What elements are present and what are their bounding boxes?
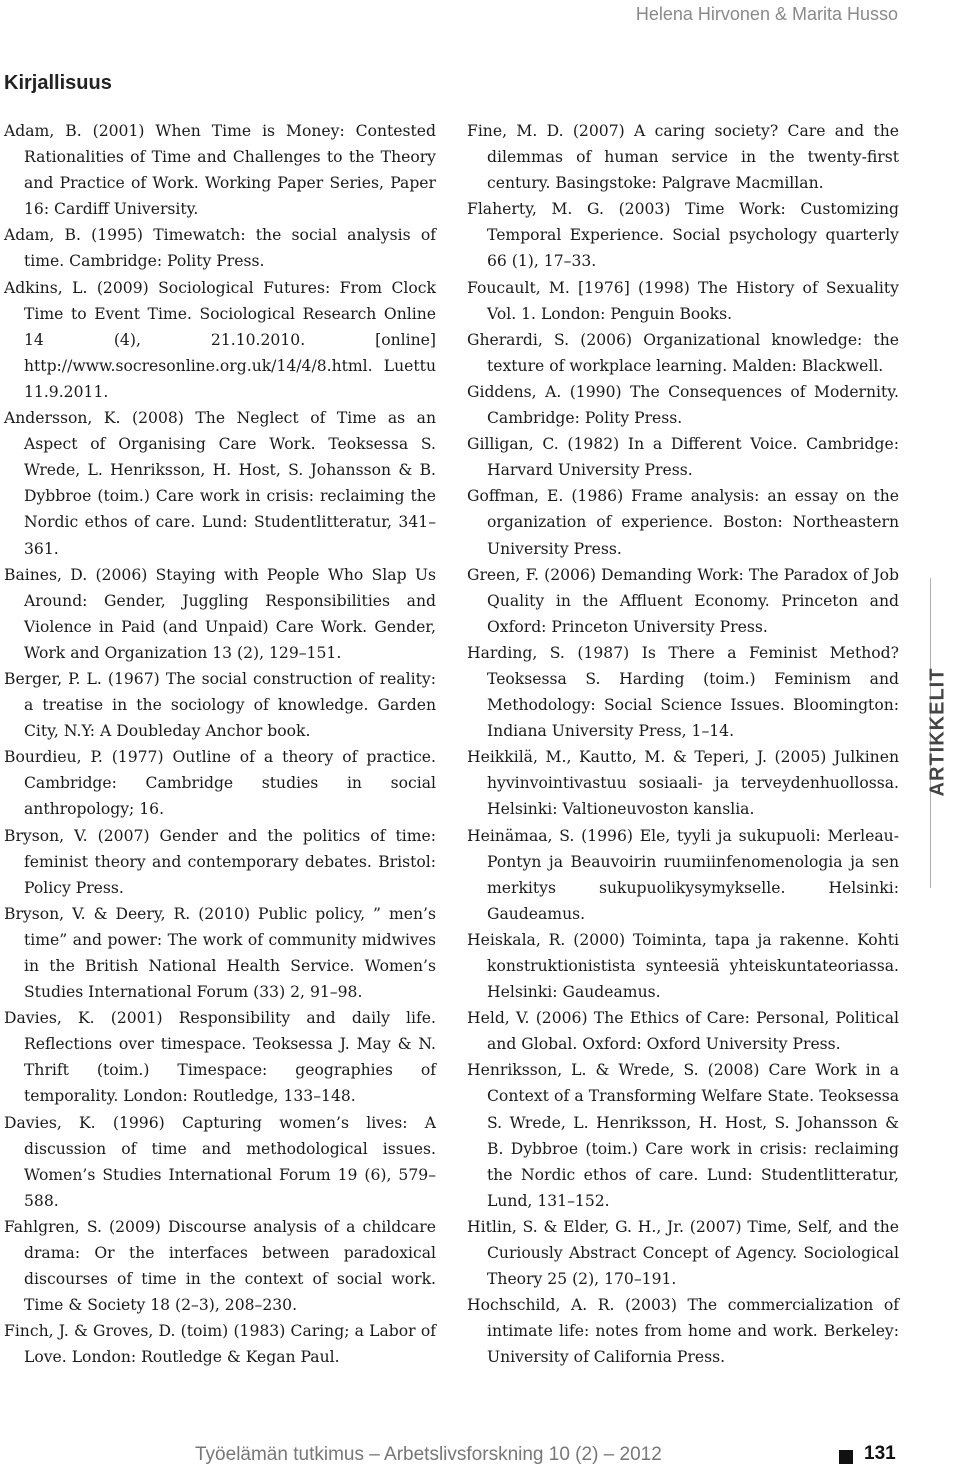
reference-item: Adkins, L. (2009) Sociological Futures: From Clock Time to Event Time. Sociological Research Online 14 (4), 21.10.2010. [online] http://www.socresonline.org.uk/14/4/8.html. Luettu 11.9.2011. bbox=[4, 278, 436, 401]
reference-item: Baines, D. (2006) Staying with People Who Slap Us Around: Gender, Juggling Responsibilities and Violence in Paid (and Unpaid) Care Work. Gender, Work and Organization 13 (2), 129–151. bbox=[4, 565, 436, 662]
reference-item: Bryson, V. (2007) Gender and the politics of time: feminist theory and contemporary debates. Bristol: Policy Press. bbox=[4, 826, 436, 897]
reference-item: Hochschild, A. R. (2003) The commercialization of intimate life: notes from home and work. Berkeley: University of California Press. bbox=[467, 1296, 899, 1367]
footer-square-marker bbox=[839, 1450, 853, 1464]
reference-item: Davies, K. (2001) Responsibility and daily life. Reflections over timespace. Teoksessa J. May & N. Thrift (toim.) Timespace: geographies of temporality. London: Routledge, 133–148. bbox=[4, 1009, 436, 1106]
reference-item: Heikkilä, M., Kautto, M. & Teperi, J. (2005) Julkinen hyvinvointivastuu sosiaali- ja terveydenhuollossa. Helsinki: Valtioneuvoston kanslia. bbox=[467, 748, 899, 819]
section-heading: Kirjallisuus bbox=[4, 72, 112, 94]
reference-item: Foucault, M. [1976] (1998) The History of Sexuality Vol. 1. London: Penguin Books. bbox=[467, 278, 899, 323]
reference-item: Gilligan, C. (1982) In a Different Voice. Cambridge: Harvard University Press. bbox=[467, 435, 899, 480]
reference-item: Fahlgren, S. (2009) Discourse analysis of a childcare drama: Or the interfaces between paradoxical discourses of time in the context of social work. Time & Society 18 (2–3), 208–230. bbox=[4, 1217, 436, 1315]
reference-item: Hitlin, S. & Elder, G. H., Jr. (2007) Time, Self, and the Curiously Abstract Concept of Agency. Sociological Theory 25 (2), 170–191. bbox=[467, 1217, 899, 1289]
footer-journal: Työelämän tutkimus – Arbetslivsforskning 10 (2) – 2012 bbox=[195, 1444, 662, 1465]
reference-item: Bourdieu, P. (1977) Outline of a theory of practice. Cambridge: Cambridge studies in social anthropology; 16. bbox=[4, 748, 436, 819]
reference-item: Flaherty, M. G. (2003) Time Work: Customizing Temporal Experience. Social psychology quarterly 66 (1), 17–33. bbox=[467, 200, 899, 271]
reference-item: Harding, S. (1987) Is There a Feminist Method? Teoksessa S. Harding (toim.) Feminism and Methodology: Social Science Issues. Bloomington: Indiana University Press, 1–14. bbox=[467, 643, 899, 741]
reference-item: Bryson, V. & Deery, R. (2010) Public policy, ” men’s time” and power: The work of community midwives in the British National Health Service. Women’s Studies International Forum (33) 2, 91–98. bbox=[4, 904, 436, 1002]
reference-item: Goffman, E. (1986) Frame analysis: an essay on the organization of experience. Boston: Northeastern University Press. bbox=[467, 487, 899, 558]
reference-item: Fine, M. D. (2007) A caring society? Care and the dilemmas of human service in the twenty-first century. Basingstoke: Palgrave Macmillan. bbox=[467, 122, 899, 193]
reference-item: Green, F. (2006) Demanding Work: The Paradox of Job Quality in the Affluent Economy. Princeton and Oxford: Princeton University Press. bbox=[467, 565, 899, 636]
reference-item: Heiskala, R. (2000) Toiminta, tapa ja rakenne. Kohti konstruktionistista synteesiä yhteiskuntateoriassa. Helsinki: Gaudeamus. bbox=[467, 930, 899, 1002]
page-number: 131 bbox=[864, 1443, 896, 1464]
reference-item: Giddens, A. (1990) The Consequences of Modernity. Cambridge: Polity Press. bbox=[467, 382, 899, 428]
reference-item: Finch, J. & Groves, D. (toim) (1983) Caring; a Labor of Love. London: Routledge & Kegan Paul. bbox=[4, 1322, 436, 1367]
reference-item: Davies, K. (1996) Capturing women’s lives: A discussion of time and methodological issues. Women’s Studies International Forum 19 (6), 579–588. bbox=[4, 1113, 436, 1210]
running-head: Helena Hirvonen & Marita Husso bbox=[635, 4, 898, 24]
reference-item: Gherardi, S. (2006) Organizational knowledge: the texture of workplace learning. Malden: Blackwell. bbox=[467, 330, 899, 375]
reference-column-left bbox=[4, 118, 436, 1371]
reference-item: Held, V. (2006) The Ethics of Care: Personal, Political and Global. Oxford: Oxford University Press. bbox=[467, 1009, 899, 1054]
reference-item: Heinämaa, S. (1996) Ele, tyyli ja sukupuoli: Merleau-Pontyn ja Beauvoirin ruumiinfenomenologia ja sen merkitys sukupuolikysymykselle. Helsinki: Gaudeamus. bbox=[467, 826, 899, 923]
reference-item: Andersson, K. (2008) The Neglect of Time as an Aspect of Organising Care Work. Teoksessa S. Wrede, L. Henriksson, H. Host, S. Johansson & B. Dybbroe (toim.) Care work in crisis: reclaiming the Nordic ethos of care. Lund: Studentlitteratur, 341–361. bbox=[4, 409, 436, 558]
reference-item: Henriksson, L. & Wrede, S. (2008) Care Work in a Context of a Transforming Welfare State. Teoksessa S. Wrede, L. Henriksson, H. Host, S. Johansson & B. Dybbroe (toim.) Care work in crisis: reclaiming the Nordic ethos of care. Lund: Studentlitteratur, Lund, 131–152. bbox=[467, 1061, 899, 1210]
reference-column-right bbox=[467, 118, 899, 1371]
reference-item: Adam, B. (2001) When Time is Money: Contested Rationalities of Time and Challenges to the Theory and Practice of Work. Working Paper Series, Paper 16: Cardiff University. bbox=[4, 122, 436, 219]
reference-item: Berger, P. L. (1967) The social construction of reality: a treatise in the sociology of knowledge. Garden City, N.Y: A Doubleday Anchor book. bbox=[4, 669, 436, 741]
section-tab-label: ARTIKKELIT bbox=[926, 667, 949, 797]
reference-item: Adam, B. (1995) Timewatch: the social analysis of time. Cambridge: Polity Press. bbox=[4, 226, 436, 271]
